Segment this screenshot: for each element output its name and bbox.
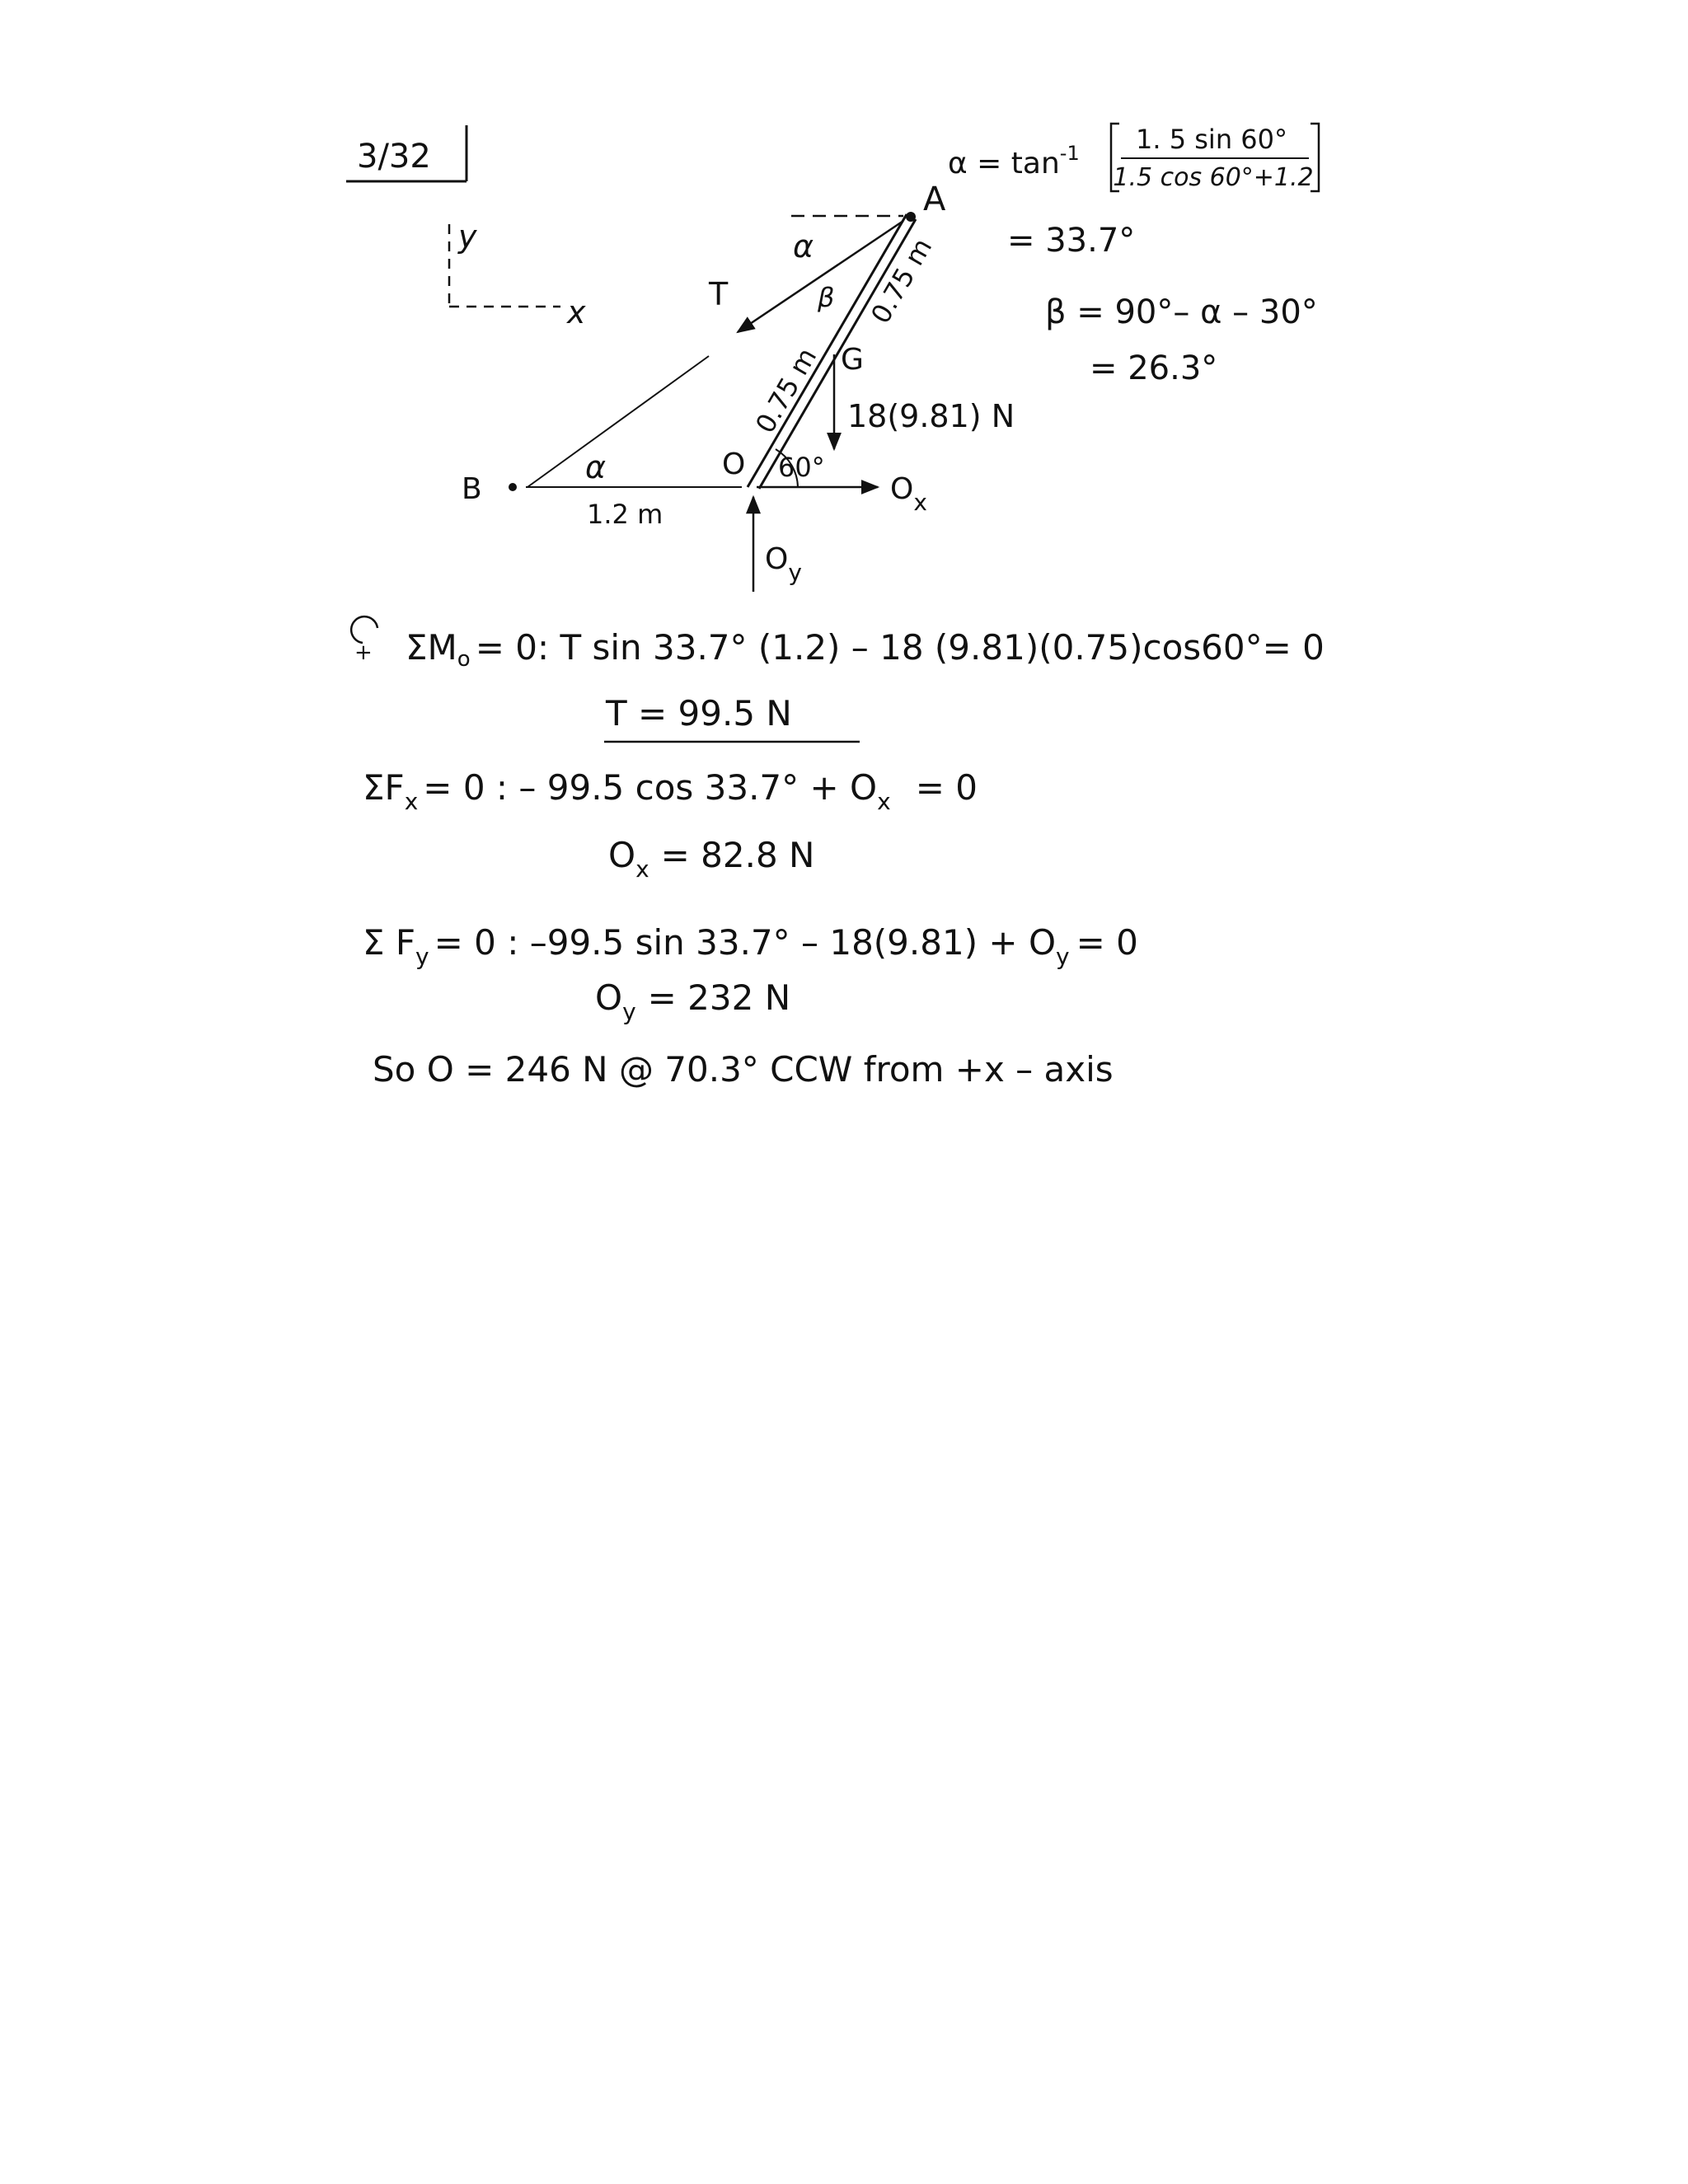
fy-equation: Σ $F_y = 0$ : –99.5 $\sin 33.7^\circ - 18(9.81) + O_y = 0$ <box>363 922 1138 970</box>
conclusion: So O = 246 N @ 70.3° CCW from +x – axis <box>373 1049 1114 1090</box>
reaction-y-label: $O_y$ <box>765 542 802 586</box>
cable-line-ba <box>528 356 709 487</box>
point-a-label: A <box>923 180 946 218</box>
point-b-label: B <box>462 472 482 506</box>
coordinate-axes <box>449 218 586 330</box>
beta-value: = 26.3° <box>1090 349 1218 387</box>
length-upper-label: 0.75 m <box>865 232 939 329</box>
problem-number-box <box>346 125 467 181</box>
tension-label: T <box>709 276 729 312</box>
equilibrium-equations <box>351 616 1325 1090</box>
alpha-numerator: 1. 5 sin 60° <box>1136 124 1287 155</box>
x-axis-label: x <box>567 294 586 330</box>
fx-equation: $\Sigma F_x = 0$ : – 99.5 $\cos 33.7^\circ + O_x = 0$ <box>363 767 978 815</box>
angle-60-label: 60° <box>778 452 825 483</box>
moment-equation: ΣMo = 0: T sin 33.7° (1.2) – 18 (9.81)(0.75)cos60°= 0 <box>406 627 1325 672</box>
tension-result: T = 99.5 N <box>606 693 792 733</box>
alpha-bottom-label: α <box>585 449 607 485</box>
beta-label: β <box>818 282 835 313</box>
reaction-x-label: $O_x$ <box>890 472 927 516</box>
svg-text:+: + <box>354 640 373 665</box>
free-body-diagram <box>462 180 1015 592</box>
point-g-label: G <box>841 343 864 377</box>
ccw-moment-icon <box>351 616 377 643</box>
bar-oa <box>748 214 907 487</box>
oy-result: $O_y = 232$ N <box>595 977 791 1025</box>
alpha-value: = 33.7° <box>1007 222 1136 260</box>
alpha-denominator: 1.5 cos 60°+1.2 <box>1113 163 1314 192</box>
weight-label: 18(9.81) N <box>847 398 1015 434</box>
point-b-dot <box>509 483 517 491</box>
alpha-equation-lhs: $\alpha = \tan^{-1}$ <box>948 142 1080 180</box>
point-o-label: O <box>722 448 746 481</box>
beta-equation: β = 90°– α – 30° <box>1045 293 1318 331</box>
length-lower-label: 0.75 m <box>749 342 823 438</box>
alpha-top-label: α <box>793 228 814 265</box>
angle-calculations <box>948 124 1319 387</box>
base-length-label: 1.2 m <box>587 499 663 530</box>
y-axis-label: y <box>458 218 477 255</box>
ox-result: $O_x = 82.8$ N <box>608 835 815 883</box>
problem-number: 3/32 <box>357 138 431 176</box>
